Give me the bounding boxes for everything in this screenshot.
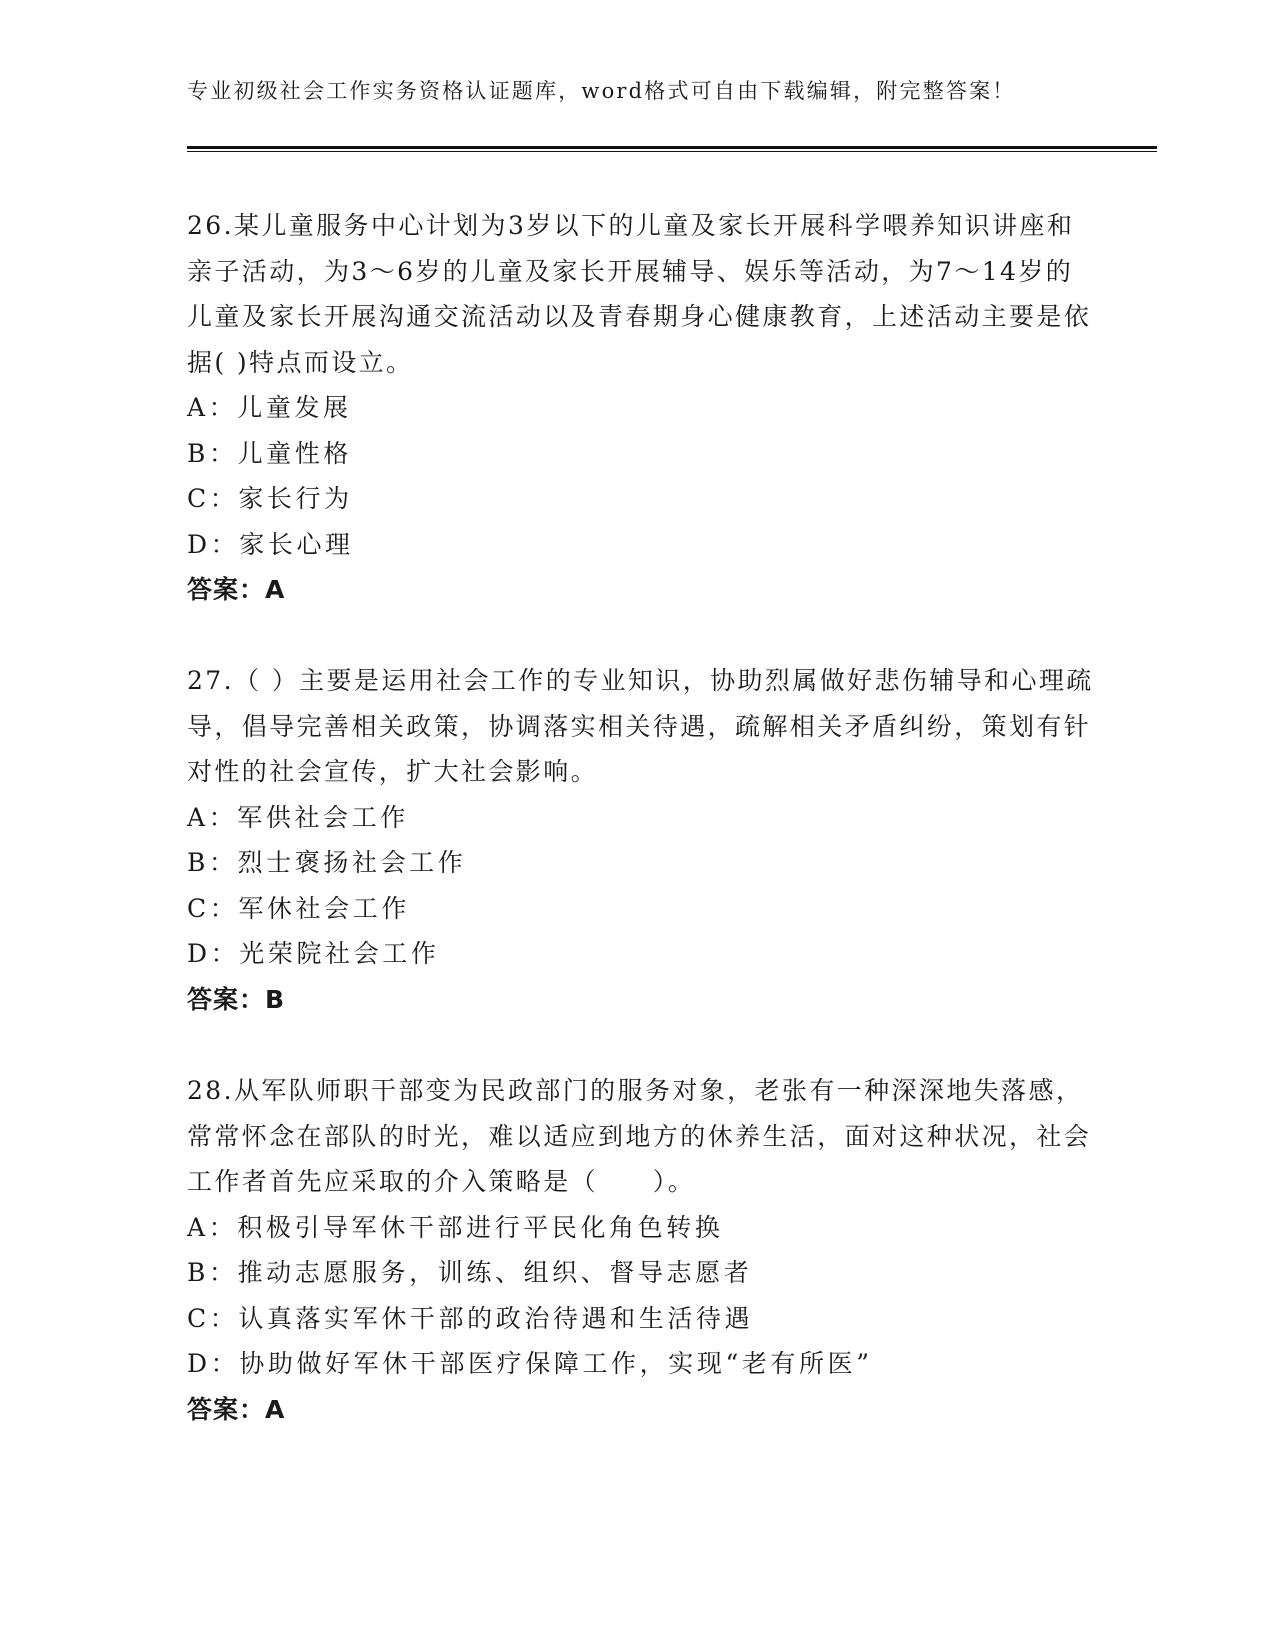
option-c: C：认真落实军休干部的政治待遇和生活待遇 bbox=[187, 1303, 754, 1333]
question-27 bbox=[187, 658, 1097, 1022]
page-header: 专业初级社会工作实务资格认证题库，word格式可自由下载编辑，附完整答案！ bbox=[187, 79, 1016, 103]
option-d: D：协助做好军休干部医疗保障工作，实现“老有所医” bbox=[187, 1349, 873, 1378]
question-26 bbox=[187, 203, 1097, 613]
option-c: C：军休社会工作 bbox=[187, 893, 410, 923]
option-d: D：光荣院社会工作 bbox=[187, 939, 440, 968]
question-stem: 27.（ ）主要是运用社会工作的专业知识，协助烈属做好悲伤辅导和心理疏导，倡导完善相关政策，协调落实相关待遇，疏解相关矛盾纠纷，策划有针对性的社会宣传，扩大社会影响。 bbox=[187, 666, 1094, 786]
question-28 bbox=[187, 1068, 1097, 1432]
header-divider-thin bbox=[187, 151, 1157, 152]
option-b: B：推动志愿服务，训练、组织、督导志愿者 bbox=[187, 1258, 753, 1287]
option-b: B：烈士褒扬社会工作 bbox=[187, 848, 467, 877]
option-d: D：家长心理 bbox=[187, 529, 354, 559]
header-divider-thick bbox=[187, 146, 1157, 149]
option-a: A：积极引导军休干部进行平民化角色转换 bbox=[187, 1212, 724, 1242]
option-a: A：军供社会工作 bbox=[187, 802, 409, 832]
option-b: B：儿童性格 bbox=[187, 438, 352, 468]
question-stem: 28.从军队师职干部变为民政部门的服务对象，老张有一种深深地失落感，常常怀念在部队的时光，难以适应到地方的休养生活，面对这种状况，社会工作者首先应采取的介入策略是（ ）。 bbox=[187, 1076, 1092, 1196]
answer-line: 答案：A bbox=[187, 575, 286, 604]
option-a: A：儿童发展 bbox=[187, 393, 352, 422]
answer-line: 答案：B bbox=[187, 984, 286, 1014]
answer-line: 答案：A bbox=[187, 1394, 286, 1424]
option-c: C：家长行为 bbox=[187, 484, 353, 513]
question-stem: 26.某儿童服务中心计划为3岁以下的儿童及家长开展科学喂养知识讲座和亲子活动，为3～6岁的儿童及家长开展辅导、娱乐等活动，为7～14岁的儿童及家长开展沟通交流活动以及青春期身心健康教育，上述活动主要是依据( )特点而设立。 bbox=[187, 211, 1092, 377]
